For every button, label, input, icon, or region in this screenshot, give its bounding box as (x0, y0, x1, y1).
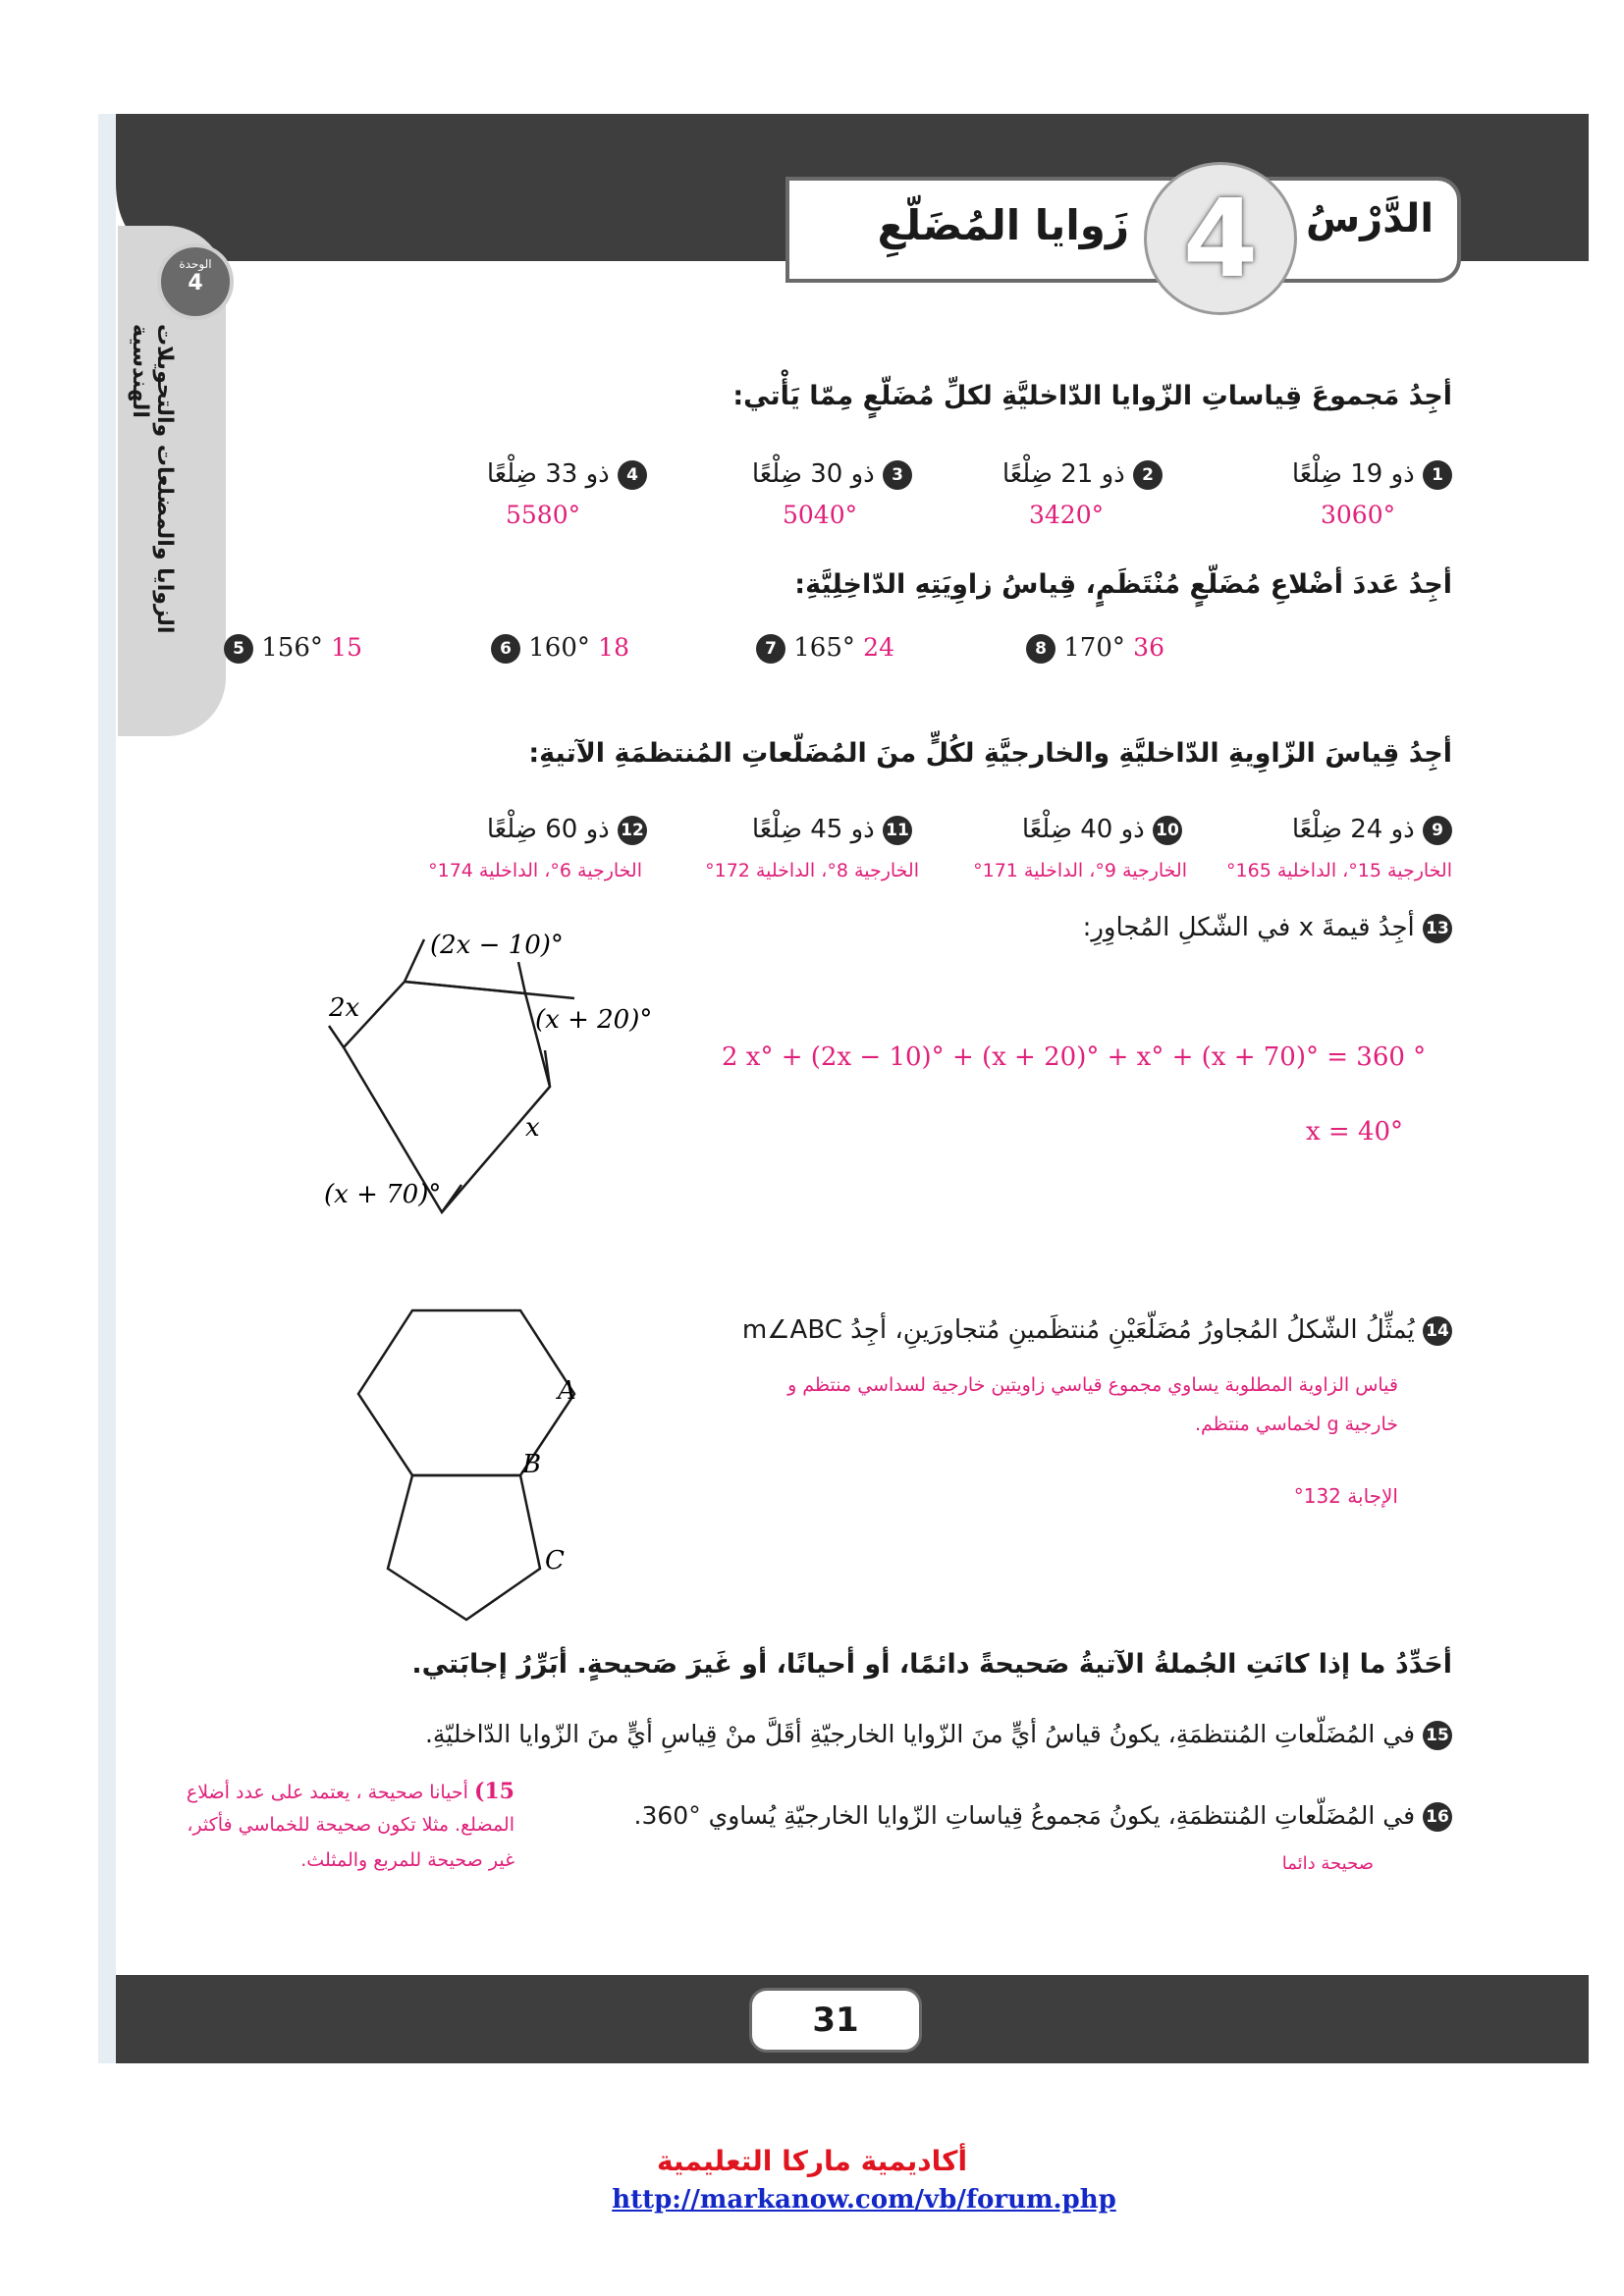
q9-answer: الخارجية 15°، الداخلية 165° (1226, 860, 1452, 881)
q14-badge: 14 (1423, 1316, 1452, 1346)
q8-badge: 8 (1026, 634, 1056, 664)
q9-text: ذو 24 ضِلْعًا (1291, 815, 1415, 844)
q15-note-line2: المضلع. مثلا تكون صحيحة للخماسي فأكثر، (187, 1814, 514, 1836)
q9-badge: 9 (1423, 816, 1452, 845)
section2-heading: أجِدُ عَددَ أضْلاعِ مُضَلّعٍ مُنْتَظَمٍ، قِياسُ زاوِيَتِهِ الدّاخِلِيَّةِ: (794, 569, 1452, 600)
q8 (1026, 633, 1164, 664)
q14-label-c: C (545, 1546, 565, 1575)
q2 (1002, 459, 1163, 490)
q11-answer: الخارجية 8°، الداخلية 172° (705, 860, 919, 881)
page-number: 31 (749, 1988, 922, 2053)
q16-text: في المُضَلّعاتِ المُنتظمَةِ، يكونُ مَجموعُ قِياساتِ الزّوايا الخارجيّةِ يُساوي °360. (633, 1801, 1416, 1830)
q14-label-a: A (558, 1376, 576, 1406)
q4-text: ذو 33 ضِلْعًا (486, 459, 610, 489)
q10-badge: 10 (1153, 816, 1182, 845)
q7 (756, 633, 894, 664)
section4-heading: أحَدِّدُ ما إذا كانَتِ الجُملةُ الآتيةُ صَحيحةً دائمًا، أو أحيانًا، أو غَيرَ صَحيحةٍ. أبَرِّرُ إجابَتي. (411, 1649, 1452, 1680)
q1-answer: 3060° (1321, 501, 1396, 529)
lesson-title: زَوايا المُضَلّعِ (877, 201, 1129, 249)
q6-text: 160° (528, 633, 590, 663)
q10 (1022, 815, 1182, 845)
q12-answer: الخارجية 6°، الداخلية 174° (428, 860, 642, 881)
lesson-word: الدَّرْسُ (1305, 196, 1435, 241)
q11-text: ذو 45 ضِلْعًا (751, 815, 875, 844)
unit-badge (157, 243, 234, 320)
q11-badge: 11 (883, 816, 912, 845)
q3-badge: 3 (883, 460, 912, 490)
q6-answer: 18 (598, 633, 629, 662)
q15-note-line1 (187, 1779, 514, 1804)
q13-label-5: (x + 70)° (324, 1180, 442, 1209)
q13-ext-line-6 (329, 1026, 344, 1047)
q14-answer: الإجابة 132° (1293, 1484, 1398, 1508)
q13-pentagon (344, 982, 550, 1212)
q14-label-b: B (522, 1450, 542, 1479)
q1 (1292, 459, 1452, 490)
q14-pentagon (388, 1475, 540, 1620)
q13-label-1: (2x − 10)° (430, 931, 564, 960)
section1-heading: أجِدُ مَجموعَ قِياساتِ الزّوايا الدّاخليَّةِ لكلِّ مُضَلّعٍ مِمّا يَأْتي: (732, 381, 1452, 411)
q11 (752, 815, 912, 845)
q9 (1292, 815, 1452, 845)
lesson-number: 4 (1182, 176, 1259, 301)
q14-explanation-2: خارجية g لخماسي منتظم. (1194, 1414, 1398, 1435)
q14-text: يُمثِّلُ الشّكلُ المُجاورُ مُضَلّعَيْنِ مُنتظَمينِ مُتجاورَينِ، أجِدُ m∠ABC (741, 1315, 1415, 1345)
unit-number: 4 (188, 271, 203, 295)
q4 (487, 459, 647, 490)
academy-name: أكاديمية ماركا التعليمية (656, 2145, 968, 2177)
q15 (425, 1720, 1452, 1750)
q12-badge: 12 (618, 816, 647, 845)
q15-note-num: 15) (473, 1779, 514, 1804)
q4-badge: 4 (618, 460, 647, 490)
q7-badge: 7 (756, 634, 785, 664)
q15-badge: 15 (1423, 1721, 1452, 1750)
q13-label-4: x (525, 1113, 540, 1143)
q14-hexagon (358, 1310, 574, 1475)
q10-answer: الخارجية 9°، الداخلية 171° (973, 860, 1187, 881)
unit-word: الوحدة (179, 257, 212, 271)
q13 (1083, 913, 1452, 943)
q15-note-line3: غير صحيحة للمربع والمثلث. (300, 1849, 514, 1871)
q2-badge: 2 (1133, 460, 1163, 490)
unit-title: الزوايا والمضلعات والتحويلات الهندسية (128, 324, 177, 634)
q14 (742, 1315, 1452, 1346)
q13-label-3: (x + 20)° (535, 1005, 653, 1035)
q5-answer: 15 (331, 633, 362, 662)
q2-text: ذو 21 ضِلْعًا (1001, 459, 1125, 489)
q13-label-2: 2x (329, 993, 360, 1023)
q7-answer: 24 (863, 633, 894, 662)
q3 (752, 459, 912, 490)
q13-result: x = 40° (1306, 1117, 1404, 1147)
page-left-edge (98, 114, 118, 2063)
q13-ext-line-5 (442, 1185, 461, 1212)
q5-badge: 5 (224, 634, 253, 664)
q8-text: 170° (1063, 633, 1125, 663)
q13-badge: 13 (1423, 914, 1452, 943)
q14-hexagon-pentagon-figure (344, 1296, 609, 1629)
section3-heading: أجِدُ قِياسَ الزّاوِيةِ الدّاخليَّةِ والخارجيَّةِ لكُلٍّ منَ المُضَلّعاتِ المُنتظمَةِ الآتيةِ: (528, 738, 1452, 769)
q16-badge: 16 (1423, 1802, 1452, 1832)
q3-answer: 5040° (783, 501, 858, 529)
forum-link[interactable]: http://markanow.com/vb/forum.php (612, 2185, 1116, 2215)
q13-pentagon-figure (314, 918, 668, 1232)
q1-text: ذو 19 ضِلْعًا (1291, 459, 1415, 489)
q15-note-text1: أحيانا صحيحة ، يعتمد على عدد أضلاع (186, 1782, 468, 1803)
q16 (634, 1801, 1452, 1832)
q13-equation: 2 x° + (2x − 10)° + (x + 20)° + x° + (x + 70)° = 360 ° (722, 1042, 1427, 1072)
q13-ext-line-1 (405, 982, 574, 998)
q3-text: ذو 30 ضِلْعًا (751, 459, 875, 489)
q12 (487, 815, 647, 845)
q8-answer: 36 (1133, 633, 1164, 662)
q1-badge: 1 (1423, 460, 1452, 490)
q7-text: 165° (793, 633, 855, 663)
q4-answer: 5580° (506, 501, 581, 529)
q5-text: 156° (261, 633, 323, 663)
q12-text: ذو 60 ضِلْعًا (486, 815, 610, 844)
q13-text: أجِدُ قيمةَ x في الشّكلِ المُجاوِرِ: (1082, 913, 1415, 942)
q6 (491, 633, 629, 664)
q13-ext-line-2 (405, 939, 424, 982)
q5 (224, 633, 362, 664)
q16-answer: صحيحة دائما (1281, 1853, 1374, 1874)
q15-text: في المُضَلّعاتِ المُنتظمَةِ، يكونُ قياسُ أيٍّ منَ الزّوايا الخارجيّةِ أقَلَّ منْ قِياسِ أيٍّ منَ الزّوايا الدّاخليّةِ. (424, 1720, 1416, 1748)
q10-text: ذو 40 ضِلْعًا (1021, 815, 1145, 844)
q6-badge: 6 (491, 634, 520, 664)
lesson-number-circle (1144, 162, 1297, 315)
q14-explanation-1: قياس الزاوية المطلوبة يساوي مجموع قياسي زاويتين خارجية لسداسي منتظم و (787, 1374, 1398, 1396)
q2-answer: 3420° (1029, 501, 1105, 529)
q13-ext-line-3 (518, 962, 525, 993)
